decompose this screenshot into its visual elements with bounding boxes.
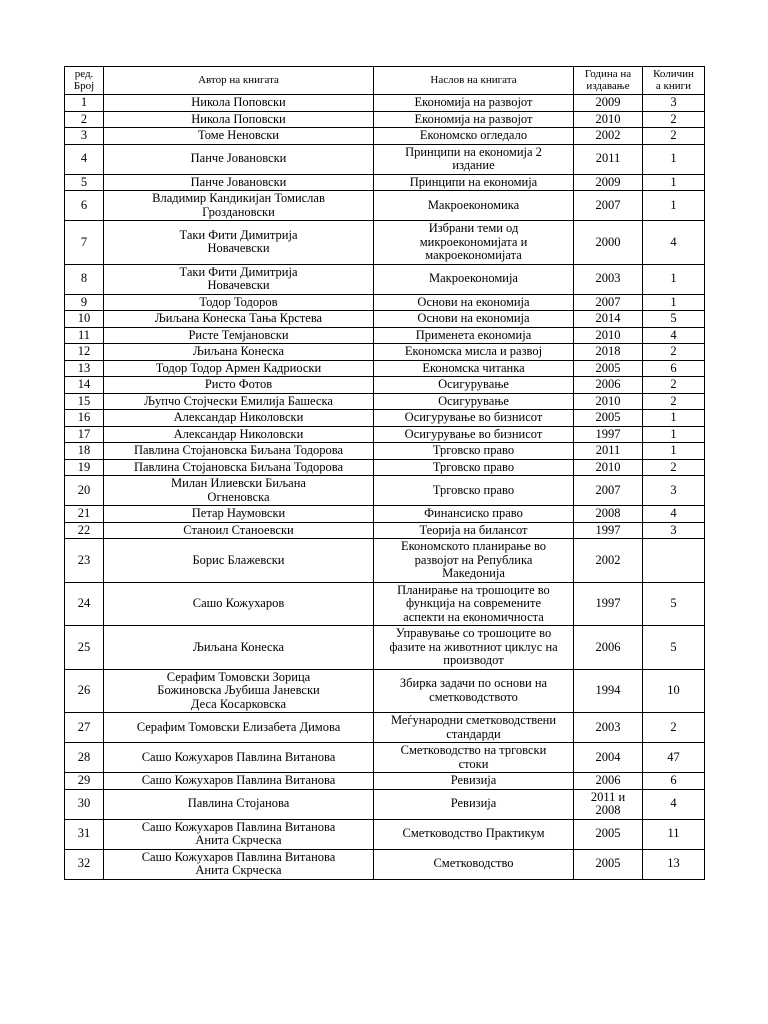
table-row xyxy=(65,128,705,145)
cell-author: Владимир Кандикијан Томислав Гроздановски xyxy=(104,191,374,221)
cell-year: 2011 xyxy=(574,443,643,460)
cell-year: 2010 xyxy=(574,111,643,128)
cell-year: 1997 xyxy=(574,426,643,443)
table-row xyxy=(65,360,705,377)
cell-num: 25 xyxy=(65,626,104,670)
cell-qty: 5 xyxy=(643,626,705,670)
cell-year: 2000 xyxy=(574,221,643,265)
table-row xyxy=(65,789,705,819)
cell-num: 28 xyxy=(65,743,104,773)
cell-qty: 2 xyxy=(643,377,705,394)
table-row xyxy=(65,669,705,713)
cell-author: Сашо Кожухаров Павлина Витанова xyxy=(104,743,374,773)
table-row xyxy=(65,626,705,670)
table-row xyxy=(65,426,705,443)
table-row xyxy=(65,713,705,743)
cell-title: Принципи на економија 2 издание xyxy=(374,144,574,174)
books-table xyxy=(64,66,705,880)
cell-qty xyxy=(643,539,705,583)
cell-year: 2003 xyxy=(574,713,643,743)
cell-qty: 6 xyxy=(643,360,705,377)
cell-author: Милан Илиевски Биљана Огненовска xyxy=(104,476,374,506)
table-row xyxy=(65,476,705,506)
cell-year: 2002 xyxy=(574,539,643,583)
cell-year: 2002 xyxy=(574,128,643,145)
cell-qty: 3 xyxy=(643,522,705,539)
cell-num: 19 xyxy=(65,459,104,476)
cell-year: 2006 xyxy=(574,773,643,790)
cell-author: Сашо Кожухаров Павлина Витанова Анита Скрческа xyxy=(104,849,374,879)
cell-year: 2009 xyxy=(574,95,643,112)
cell-qty: 1 xyxy=(643,191,705,221)
cell-qty: 1 xyxy=(643,443,705,460)
cell-year: 2004 xyxy=(574,743,643,773)
header-qty: Количин а книги xyxy=(643,67,705,95)
cell-title: Основи на економија xyxy=(374,311,574,328)
table-row xyxy=(65,459,705,476)
cell-title: Економска мисла и развој xyxy=(374,344,574,361)
cell-qty: 2 xyxy=(643,128,705,145)
cell-num: 1 xyxy=(65,95,104,112)
cell-author: Никола Поповски xyxy=(104,111,374,128)
cell-year: 2014 xyxy=(574,311,643,328)
table-row xyxy=(65,294,705,311)
cell-title: Управување со трошоците во фазите на животниот циклус на производот xyxy=(374,626,574,670)
cell-title: Сметководство на трговски стоки xyxy=(374,743,574,773)
cell-author: Тодор Тодоров xyxy=(104,294,374,311)
cell-year: 2010 xyxy=(574,393,643,410)
cell-num: 29 xyxy=(65,773,104,790)
cell-author: Таки Фити Димитрија Новачевски xyxy=(104,221,374,265)
table-row xyxy=(65,191,705,221)
cell-author: Панче Јовановски xyxy=(104,174,374,191)
cell-year: 2005 xyxy=(574,819,643,849)
cell-year: 2011 xyxy=(574,144,643,174)
cell-title: Економско огледало xyxy=(374,128,574,145)
cell-author: Серафим Томовски Зорица Божиновска Љубиша Јаневски Деса Косарковска xyxy=(104,669,374,713)
table-row xyxy=(65,773,705,790)
cell-qty: 2 xyxy=(643,344,705,361)
cell-year: 2007 xyxy=(574,476,643,506)
table-row xyxy=(65,377,705,394)
cell-title: Принципи на економија xyxy=(374,174,574,191)
cell-year: 1994 xyxy=(574,669,643,713)
cell-year: 2018 xyxy=(574,344,643,361)
cell-year: 2010 xyxy=(574,327,643,344)
cell-num: 31 xyxy=(65,819,104,849)
cell-author: Љиљана Конеска xyxy=(104,344,374,361)
cell-author: Сашо Кожухаров xyxy=(104,582,374,626)
cell-qty: 13 xyxy=(643,849,705,879)
cell-year: 2005 xyxy=(574,360,643,377)
cell-title: Макроекономика xyxy=(374,191,574,221)
cell-num: 30 xyxy=(65,789,104,819)
cell-author: Павлина Стојановска Биљана Тодорова xyxy=(104,459,374,476)
cell-author: Петар Наумовски xyxy=(104,506,374,523)
cell-year: 1997 xyxy=(574,522,643,539)
cell-qty: 4 xyxy=(643,506,705,523)
cell-author: Сашо Кожухаров Павлина Витанова Анита Скрческа xyxy=(104,819,374,849)
cell-qty: 1 xyxy=(643,426,705,443)
cell-qty: 2 xyxy=(643,713,705,743)
cell-qty: 1 xyxy=(643,410,705,427)
cell-title: Осигурување xyxy=(374,377,574,394)
cell-num: 22 xyxy=(65,522,104,539)
cell-qty: 47 xyxy=(643,743,705,773)
table-row xyxy=(65,344,705,361)
table-row xyxy=(65,393,705,410)
cell-num: 15 xyxy=(65,393,104,410)
cell-author: Тодор Тодор Армен Кадриоски xyxy=(104,360,374,377)
cell-num: 27 xyxy=(65,713,104,743)
cell-num: 26 xyxy=(65,669,104,713)
cell-qty: 2 xyxy=(643,393,705,410)
cell-title: Планирање на трошоците во функција на современите аспекти на економичноста xyxy=(374,582,574,626)
table-row xyxy=(65,327,705,344)
cell-title: Осигурување во бизнисот xyxy=(374,410,574,427)
table-row xyxy=(65,311,705,328)
cell-author: Ристе Темјановски xyxy=(104,327,374,344)
cell-year: 2007 xyxy=(574,294,643,311)
cell-num: 4 xyxy=(65,144,104,174)
cell-num: 3 xyxy=(65,128,104,145)
cell-year: 2009 xyxy=(574,174,643,191)
header-title: Наслов на книгата xyxy=(374,67,574,95)
cell-author: Александар Николовски xyxy=(104,426,374,443)
cell-year: 2011 и 2008 xyxy=(574,789,643,819)
header-row xyxy=(65,67,705,95)
cell-num: 8 xyxy=(65,264,104,294)
cell-num: 20 xyxy=(65,476,104,506)
cell-title: Трговско право xyxy=(374,459,574,476)
cell-num: 32 xyxy=(65,849,104,879)
cell-title: Економија на развојот xyxy=(374,111,574,128)
cell-num: 11 xyxy=(65,327,104,344)
table-row xyxy=(65,410,705,427)
cell-qty: 2 xyxy=(643,459,705,476)
header-num: ред. Број xyxy=(65,67,104,95)
cell-num: 10 xyxy=(65,311,104,328)
table-body xyxy=(65,95,705,880)
table-row xyxy=(65,264,705,294)
cell-year: 2005 xyxy=(574,410,643,427)
cell-author: Павлина Стојанова xyxy=(104,789,374,819)
cell-title: Ревизија xyxy=(374,789,574,819)
cell-title: Финансиско право xyxy=(374,506,574,523)
cell-qty: 3 xyxy=(643,476,705,506)
cell-author: Станоил Станоевски xyxy=(104,522,374,539)
cell-title: Теорија на билансот xyxy=(374,522,574,539)
table-row xyxy=(65,582,705,626)
cell-title: Економија на развојот xyxy=(374,95,574,112)
cell-title: Основи на економија xyxy=(374,294,574,311)
cell-num: 21 xyxy=(65,506,104,523)
cell-title: Трговско право xyxy=(374,476,574,506)
cell-num: 23 xyxy=(65,539,104,583)
cell-author: Томе Неновски xyxy=(104,128,374,145)
cell-num: 2 xyxy=(65,111,104,128)
cell-qty: 1 xyxy=(643,264,705,294)
cell-title: Осигурување во бизнисот xyxy=(374,426,574,443)
cell-qty: 5 xyxy=(643,582,705,626)
cell-year: 2006 xyxy=(574,377,643,394)
table-row xyxy=(65,819,705,849)
cell-title: Сметководство xyxy=(374,849,574,879)
cell-year: 2010 xyxy=(574,459,643,476)
table-row xyxy=(65,174,705,191)
cell-author: Панче Јовановски xyxy=(104,144,374,174)
cell-title: Сметководство Практикум xyxy=(374,819,574,849)
cell-title: Економското планирање во развојот на Република Македонија xyxy=(374,539,574,583)
cell-num: 7 xyxy=(65,221,104,265)
cell-author: Александар Николовски xyxy=(104,410,374,427)
cell-num: 14 xyxy=(65,377,104,394)
cell-qty: 11 xyxy=(643,819,705,849)
cell-author: Серафим Томовски Елизабета Димова xyxy=(104,713,374,743)
cell-year: 2006 xyxy=(574,626,643,670)
table-row xyxy=(65,111,705,128)
cell-author: Љиљана Конеска Тања Крстева xyxy=(104,311,374,328)
cell-author: Никола Поповски xyxy=(104,95,374,112)
cell-qty: 1 xyxy=(643,294,705,311)
cell-num: 17 xyxy=(65,426,104,443)
header-author: Автор на книгата xyxy=(104,67,374,95)
header-year: Година на издавање xyxy=(574,67,643,95)
cell-author: Љиљана Конеска xyxy=(104,626,374,670)
cell-title: Избрани теми од микроекономијата и макроекономијата xyxy=(374,221,574,265)
cell-title: Ревизија xyxy=(374,773,574,790)
table-row xyxy=(65,443,705,460)
cell-title: Економска читанка xyxy=(374,360,574,377)
cell-qty: 4 xyxy=(643,789,705,819)
cell-title: Меѓународни сметководствени стандарди xyxy=(374,713,574,743)
cell-year: 2003 xyxy=(574,264,643,294)
table-row xyxy=(65,506,705,523)
cell-title: Трговско право xyxy=(374,443,574,460)
cell-num: 24 xyxy=(65,582,104,626)
cell-qty: 4 xyxy=(643,221,705,265)
cell-author: Павлина Стојановска Биљана Тодорова xyxy=(104,443,374,460)
table-row xyxy=(65,95,705,112)
cell-author: Борис Блажевски xyxy=(104,539,374,583)
cell-qty: 5 xyxy=(643,311,705,328)
cell-qty: 3 xyxy=(643,95,705,112)
cell-qty: 10 xyxy=(643,669,705,713)
cell-num: 18 xyxy=(65,443,104,460)
cell-author: Љупчо Стојчески Емилија Башеска xyxy=(104,393,374,410)
cell-title: Применета економија xyxy=(374,327,574,344)
table-row xyxy=(65,849,705,879)
table-row xyxy=(65,743,705,773)
cell-qty: 1 xyxy=(643,144,705,174)
cell-num: 12 xyxy=(65,344,104,361)
cell-num: 16 xyxy=(65,410,104,427)
cell-qty: 4 xyxy=(643,327,705,344)
cell-year: 1997 xyxy=(574,582,643,626)
cell-year: 2008 xyxy=(574,506,643,523)
cell-author: Сашо Кожухаров Павлина Витанова xyxy=(104,773,374,790)
cell-author: Ристо Фотов xyxy=(104,377,374,394)
cell-num: 5 xyxy=(65,174,104,191)
cell-qty: 1 xyxy=(643,174,705,191)
cell-year: 2007 xyxy=(574,191,643,221)
cell-num: 9 xyxy=(65,294,104,311)
table-row xyxy=(65,539,705,583)
cell-num: 6 xyxy=(65,191,104,221)
cell-qty: 2 xyxy=(643,111,705,128)
cell-qty: 6 xyxy=(643,773,705,790)
table-row xyxy=(65,522,705,539)
cell-author: Таки Фити Димитрија Новачевски xyxy=(104,264,374,294)
cell-num: 13 xyxy=(65,360,104,377)
cell-title: Збирка задачи по основи на сметководството xyxy=(374,669,574,713)
table-row xyxy=(65,144,705,174)
cell-title: Макроекономија xyxy=(374,264,574,294)
cell-year: 2005 xyxy=(574,849,643,879)
table-row xyxy=(65,221,705,265)
cell-title: Осигурување xyxy=(374,393,574,410)
